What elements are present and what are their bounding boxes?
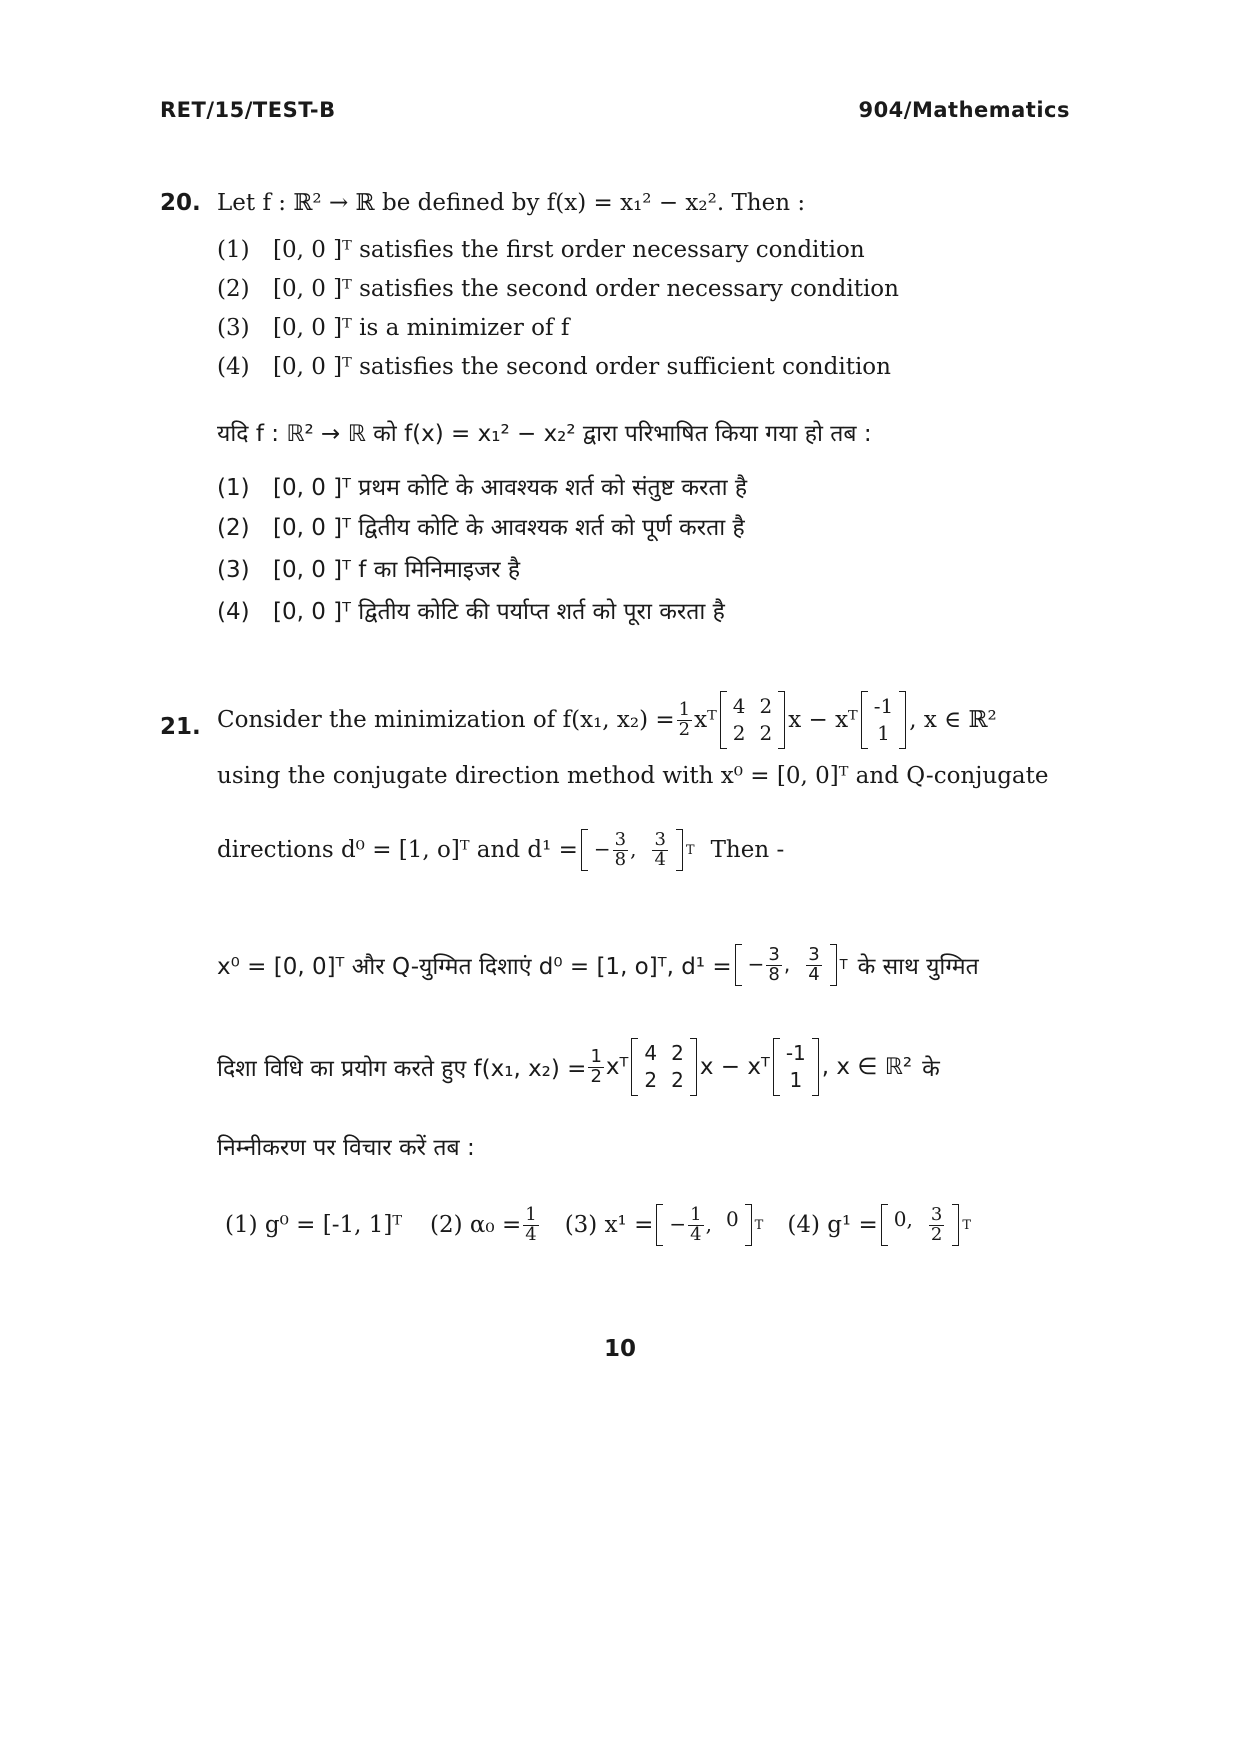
vector-b: -1 1 xyxy=(861,691,906,749)
q21-hindi-line-3: निम्नीकरण पर विचार करें तब : xyxy=(217,1135,475,1161)
q21-line-2: using the conjugate direction method with x⁰ = [0, 0]ᵀ and Q-conjugate xyxy=(217,763,1049,789)
header-left: RET/15/TEST-B xyxy=(160,98,336,122)
q21-option-4: (4) g¹ = xyxy=(787,1212,878,1238)
q21-options: (1) g⁰ = [-1, 1]ᵀ (2) α₀ = $\frac{1}{4}$ (3) x¹ = − $\frac{1}{4}$ , 0 T (4) g¹ = 0, $\frac{3}{2}$ T xyxy=(225,1203,971,1245)
q21-function-line: Consider the minimization of f(x₁, x₂) = $\frac{1}{2}$ xᵀ 4 2 2 2 x − xᵀ -1 1 , x ∈ ℝ² xyxy=(217,680,997,760)
q21-option-1: (1) g⁰ = [-1, 1]ᵀ xyxy=(225,1212,402,1238)
page-number: 10 xyxy=(603,1336,636,1362)
q21-option-2: (2) α₀ = xyxy=(430,1212,522,1238)
q21-line-3: directions d⁰ = [1, o]ᵀ and d¹ = − $\frac{3}{8}$ , $\frac{3}{4}$ T Then - xyxy=(217,828,785,870)
q20-hindi-option-3: (3) [0, 0 ]ᵀ f का मिनिमाइजर है xyxy=(217,557,521,583)
q20-option-2: (2) [0, 0 ]ᵀ satisfies the second order necessary condition xyxy=(217,276,899,302)
q20-option-4: (4) [0, 0 ]ᵀ satisfies the second order sufficient condition xyxy=(217,354,891,380)
q20-option-3: (3) [0, 0 ]ᵀ is a minimizer of f xyxy=(217,315,570,341)
q20-hindi-option-4: (4) [0, 0 ]ᵀ द्वितीय कोटि की पर्याप्त शर्त को पूरा करता है xyxy=(217,599,725,625)
question-21-number: 21. xyxy=(160,714,201,740)
q20-option-1: (1) [0, 0 ]ᵀ satisfies the first order necessary condition xyxy=(217,237,865,263)
vector-d1-hindi: − $\frac{3}{8}$ , $\frac{3}{4}$ xyxy=(735,944,837,987)
question-20-number: 20. xyxy=(160,190,201,216)
matrix-q: 4 2 2 2 xyxy=(720,691,785,749)
question-20-stem: Let f : ℝ² → ℝ be defined by f(x) = x₁² − x₂². Then : xyxy=(217,190,806,216)
q21-hindi-line-1: x⁰ = [0, 0]ᵀ और Q-युग्मित दिशाएं d⁰ = [1, o]ᵀ, d¹ = − $\frac{3}{8}$ , $\frac{3}{4}$ T के साथ युग्मित xyxy=(217,943,979,985)
header-right: 904/Mathematics xyxy=(858,98,1070,122)
fraction-half: $\frac{1}{2}$ xyxy=(678,698,691,740)
q21-hindi-line-2: दिशा विधि का प्रयोग करते हुए f(x₁, x₂) = $\frac{1}{2}$ xᵀ 4 2 2 2 x − xᵀ -1 1 , x ∈ ℝ² के xyxy=(217,1030,940,1104)
q20-hindi-option-1: (1) [0, 0 ]ᵀ प्रथम कोटि के आवश्यक शर्त को संतुष्ट करता है xyxy=(217,475,748,501)
q20-hindi-option-2: (2) [0, 0 ]ᵀ द्वितीय कोटि के आवश्यक शर्त को पूर्ण करता है xyxy=(217,515,745,541)
q20-hindi-stem: यदि f : ℝ² → ℝ को f(x) = x₁² − x₂² द्वारा परिभाषित किया गया हो तब : xyxy=(217,421,872,447)
vector-d1: − $\frac{3}{8}$ , $\frac{3}{4}$ xyxy=(581,829,683,872)
q21-option-3: (3) x¹ = xyxy=(564,1212,654,1238)
